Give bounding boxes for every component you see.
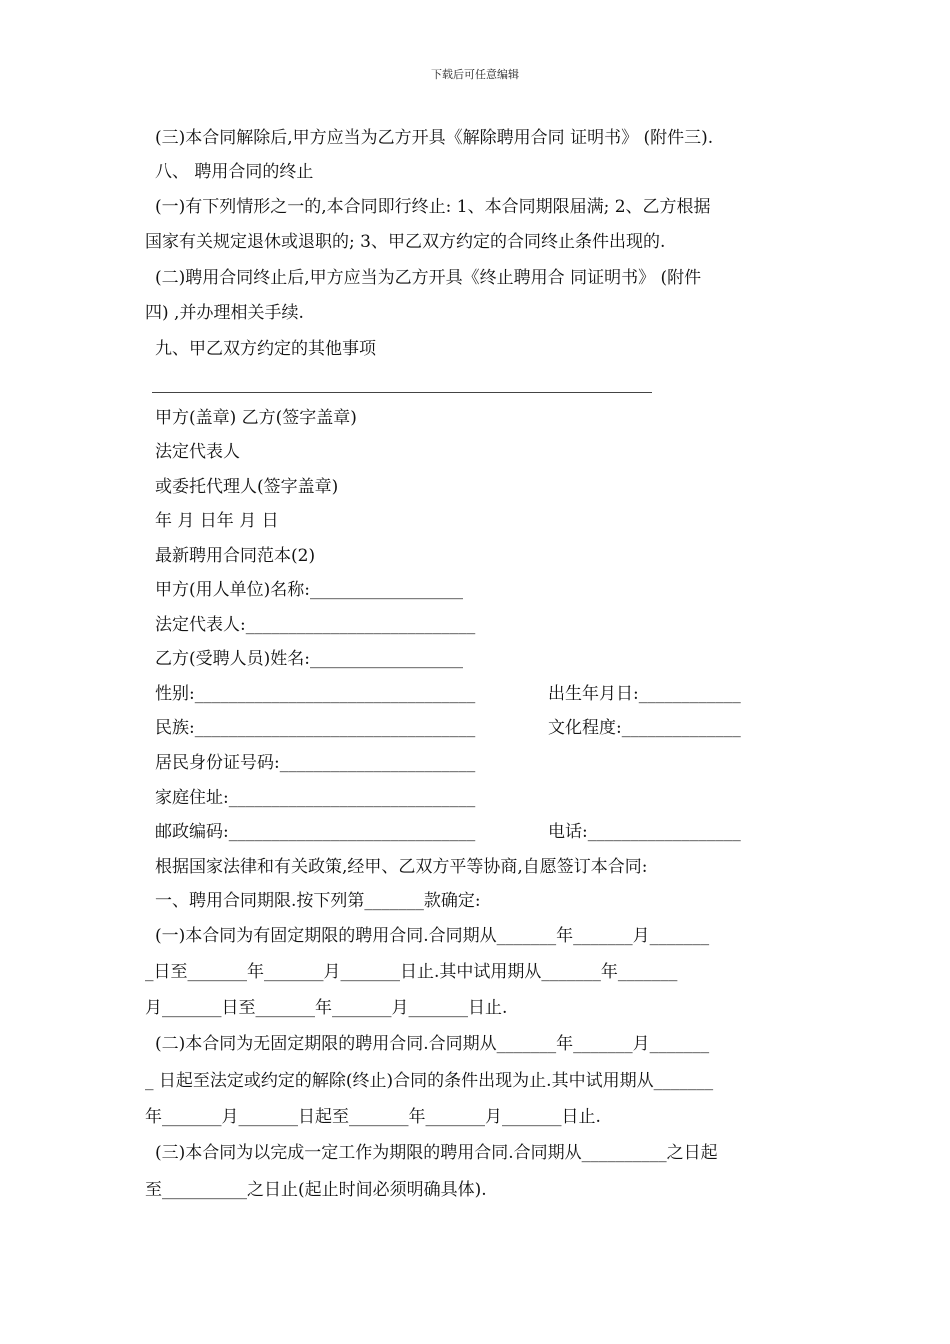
form-field-birthdate: 出生年月日:____________ [548, 684, 741, 704]
paragraph-line: (一)本合同为有固定期限的聘用合同.合同期从_______年_______月_______ [155, 926, 710, 946]
paragraph-line: (二)聘用合同终止后,甲方应当为乙方开具《终止聘用合 同证明书》 (附件 [155, 268, 702, 288]
form-field-id-number: 居民身份证号码:_______________________ [155, 753, 476, 773]
form-field-legal-rep: 法定代表人:___________________________ [155, 615, 476, 635]
document-subtitle: 最新聘用合同范本(2) [155, 546, 316, 566]
paragraph-line: 月_______日至_______年_______月_______日止. [145, 998, 508, 1018]
form-field-gender: 性别:_________________________________ [155, 684, 476, 704]
blank-rule [152, 392, 652, 393]
section-heading: 一、聘用合同期限.按下列第_______款确定: [155, 891, 481, 911]
signature-line: 法定代表人 [155, 442, 240, 462]
paragraph-line: _ 日起至法定或约定的解除(终止)合同的条件出现为止.其中试用期从_______ [145, 1071, 714, 1091]
form-field-postcode: 邮政编码:_____________________________ [155, 822, 476, 842]
paragraph-line: (一)有下列情形之一的,本合同即行终止: 1、本合同期限届满; 2、乙方根据 [155, 197, 711, 217]
form-field-employer: 甲方(用人单位)名称:__________________ [155, 580, 463, 600]
date-line: 年 月 日年 月 日 [155, 511, 279, 531]
paragraph-line: (二)本合同为无固定期限的聘用合同.合同期从_______年_______月_______ [155, 1034, 710, 1054]
paragraph-line: 至__________之日止(起止时间必须明确具体). [145, 1180, 487, 1200]
signature-line: 或委托代理人(签字盖章) [155, 477, 339, 497]
section-heading: 九、甲乙双方约定的其他事项 [155, 339, 376, 359]
paragraph-line: (三)本合同为以完成一定工作为期限的聘用合同.合同期从__________之日起 [155, 1143, 718, 1163]
paragraph-line: (三)本合同解除后,甲方应当为乙方开具《解除聘用合同 证明书》 (附件三). [155, 128, 714, 148]
paragraph-line: _日至_______年_______月_______日止.其中试用期从_______年_______ [145, 962, 678, 982]
paragraph-line: 国家有关规定退休或退职的; 3、甲乙双方约定的合同终止条件出现的. [145, 232, 666, 252]
form-field-ethnicity: 民族:_________________________________ [155, 718, 476, 738]
paragraph-line: 四) ,并办理相关手续. [145, 303, 304, 323]
paragraph-line: 年_______月_______日起至_______年_______月_______日止. [145, 1107, 601, 1127]
section-heading: 八、 聘用合同的终止 [155, 162, 314, 182]
form-field-phone: 电话:__________________ [548, 822, 741, 842]
form-field-address: 家庭住址:_____________________________ [155, 788, 476, 808]
form-field-education: 文化程度:______________ [548, 718, 741, 738]
paragraph-line: 根据国家法律和有关政策,经甲、乙双方平等协商,自愿签订本合同: [155, 857, 648, 877]
form-field-employee-name: 乙方(受聘人员)姓名:__________________ [155, 649, 463, 669]
page-header: 下载后可任意编辑 [431, 68, 519, 81]
signature-line: 甲方(盖章) 乙方(签字盖章) [155, 408, 357, 428]
